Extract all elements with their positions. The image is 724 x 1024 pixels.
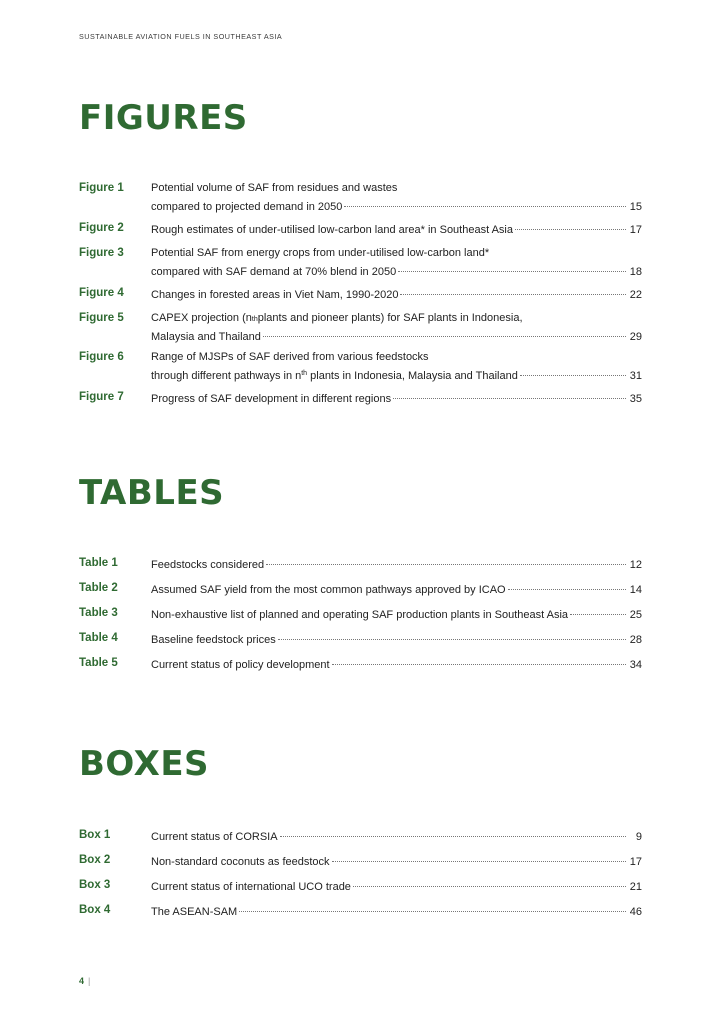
- leader-dots: [400, 282, 626, 295]
- box-title: The ASEAN-SAM: [151, 906, 238, 918]
- figure-title: CAPEX projection (n th plants and pioneer plants) for SAF plants in Indonesia,: [151, 312, 523, 324]
- table-label: Table 1: [79, 557, 118, 569]
- table-title: Non-exhaustive list of planned and operating SAF production plants in Southeast Asia: [151, 609, 569, 621]
- figures-heading: FIGURES: [79, 98, 248, 138]
- leader-dots: [278, 627, 626, 640]
- box-title: Non-standard coconuts as feedstock: [151, 856, 330, 868]
- page-number: 9: [635, 831, 642, 843]
- table-label: Table 3: [79, 607, 118, 619]
- figure-title-cont: through different pathways in $n^{th}$ plants in Indonesia, Malaysia and Thailand: [151, 370, 518, 382]
- figure-title-cont: compared to projected demand in 2050: [151, 201, 343, 213]
- page-number: 28: [629, 634, 642, 646]
- table-entry-4[interactable]: [79, 630, 642, 649]
- figure-label: Figure 7: [79, 391, 124, 403]
- figure-label: Figure 3: [79, 247, 124, 259]
- boxes-heading: BOXES: [79, 744, 210, 784]
- table-label: Table 2: [79, 582, 118, 594]
- table-title: Assumed SAF yield from the most common pathways approved by ICAO: [151, 584, 506, 596]
- box-label: Box 4: [79, 904, 111, 916]
- leader-dots: [515, 217, 626, 230]
- figure-entry-6[interactable]: [79, 349, 642, 385]
- table-title: Feedstocks considered: [151, 559, 265, 571]
- leader-dots: [398, 259, 626, 272]
- leader-dots: [508, 577, 626, 590]
- leader-dots: [570, 602, 626, 615]
- leader-dots: [266, 552, 626, 565]
- tables-heading: TABLES: [79, 473, 225, 513]
- figure-entry-4[interactable]: [79, 285, 642, 304]
- figure-entry-2[interactable]: [79, 220, 642, 239]
- page-number: 31: [629, 370, 642, 382]
- page-footer: [79, 976, 90, 986]
- figure-entry-3[interactable]: [79, 245, 642, 281]
- figure-entry-1[interactable]: [79, 180, 642, 216]
- leader-dots: [520, 363, 626, 376]
- page-number: 18: [629, 266, 642, 278]
- page-number: 35: [629, 393, 642, 405]
- table-title: Baseline feedstock prices: [151, 634, 276, 646]
- page-number: 34: [629, 659, 642, 671]
- page-number: 17: [629, 856, 642, 868]
- table-entry-3[interactable]: [79, 605, 642, 624]
- figure-title: Potential SAF from energy crops from under-utilised low-carbon land*: [151, 247, 490, 259]
- box-title: Current status of international UCO trade: [151, 881, 351, 893]
- figure-title: Rough estimates of under-utilised low-carbon land area* in Southeast Asia: [151, 224, 513, 236]
- page-number: 12: [629, 559, 642, 571]
- page-number: 22: [629, 289, 642, 301]
- page-number: 14: [629, 584, 642, 596]
- leader-dots: [353, 874, 626, 887]
- table-label: Table 5: [79, 657, 118, 669]
- figure-label: Figure 1: [79, 182, 124, 194]
- page-number: 29: [629, 331, 642, 343]
- leader-dots: [239, 899, 626, 912]
- leader-dots: [280, 824, 626, 837]
- page-number: 21: [629, 881, 642, 893]
- leader-dots: [344, 194, 626, 207]
- figure-title: Progress of SAF development in different regions: [151, 393, 392, 405]
- figure-entry-7[interactable]: [79, 389, 642, 408]
- box-label: Box 3: [79, 879, 111, 891]
- leader-dots: [332, 849, 626, 862]
- figure-label: Figure 5: [79, 312, 124, 324]
- leader-dots: [332, 652, 626, 665]
- figure-title: Range of MJSPs of SAF derived from various feedstocks: [151, 351, 429, 363]
- footer-separator: |: [88, 976, 91, 986]
- figure-title: Changes in forested areas in Viet Nam, 1990-2020: [151, 289, 399, 301]
- figure-title-cont: compared with SAF demand at 70% blend in 2050: [151, 266, 397, 278]
- box-entry-3[interactable]: [79, 877, 642, 896]
- box-label: Box 1: [79, 829, 111, 841]
- leader-dots: [393, 386, 626, 399]
- footer-page-number: 4: [79, 976, 85, 986]
- running-header: SUSTAINABLE AVIATION FUELS IN SOUTHEAST ASIA: [79, 32, 283, 41]
- page-number: 25: [629, 609, 642, 621]
- leader-dots: [263, 324, 626, 337]
- box-entry-4[interactable]: [79, 902, 642, 921]
- table-entry-5[interactable]: [79, 655, 642, 674]
- figure-label: Figure 4: [79, 287, 124, 299]
- figure-label: Figure 6: [79, 351, 124, 363]
- page-number: 46: [629, 906, 642, 918]
- figure-entry-5[interactable]: [79, 310, 642, 346]
- figure-label: Figure 2: [79, 222, 124, 234]
- figure-title-cont: Malaysia and Thailand: [151, 331, 261, 343]
- box-title: Current status of CORSIA: [151, 831, 278, 843]
- table-entry-2[interactable]: [79, 580, 642, 599]
- page-number: 15: [629, 201, 642, 213]
- box-entry-2[interactable]: [79, 852, 642, 871]
- page-number: 17: [629, 224, 642, 236]
- box-entry-1[interactable]: [79, 827, 642, 846]
- table-title: Current status of policy development: [151, 659, 330, 671]
- table-label: Table 4: [79, 632, 118, 644]
- box-label: Box 2: [79, 854, 111, 866]
- figure-title: Potential volume of SAF from residues and wastes: [151, 182, 398, 194]
- table-entry-1[interactable]: [79, 555, 642, 574]
